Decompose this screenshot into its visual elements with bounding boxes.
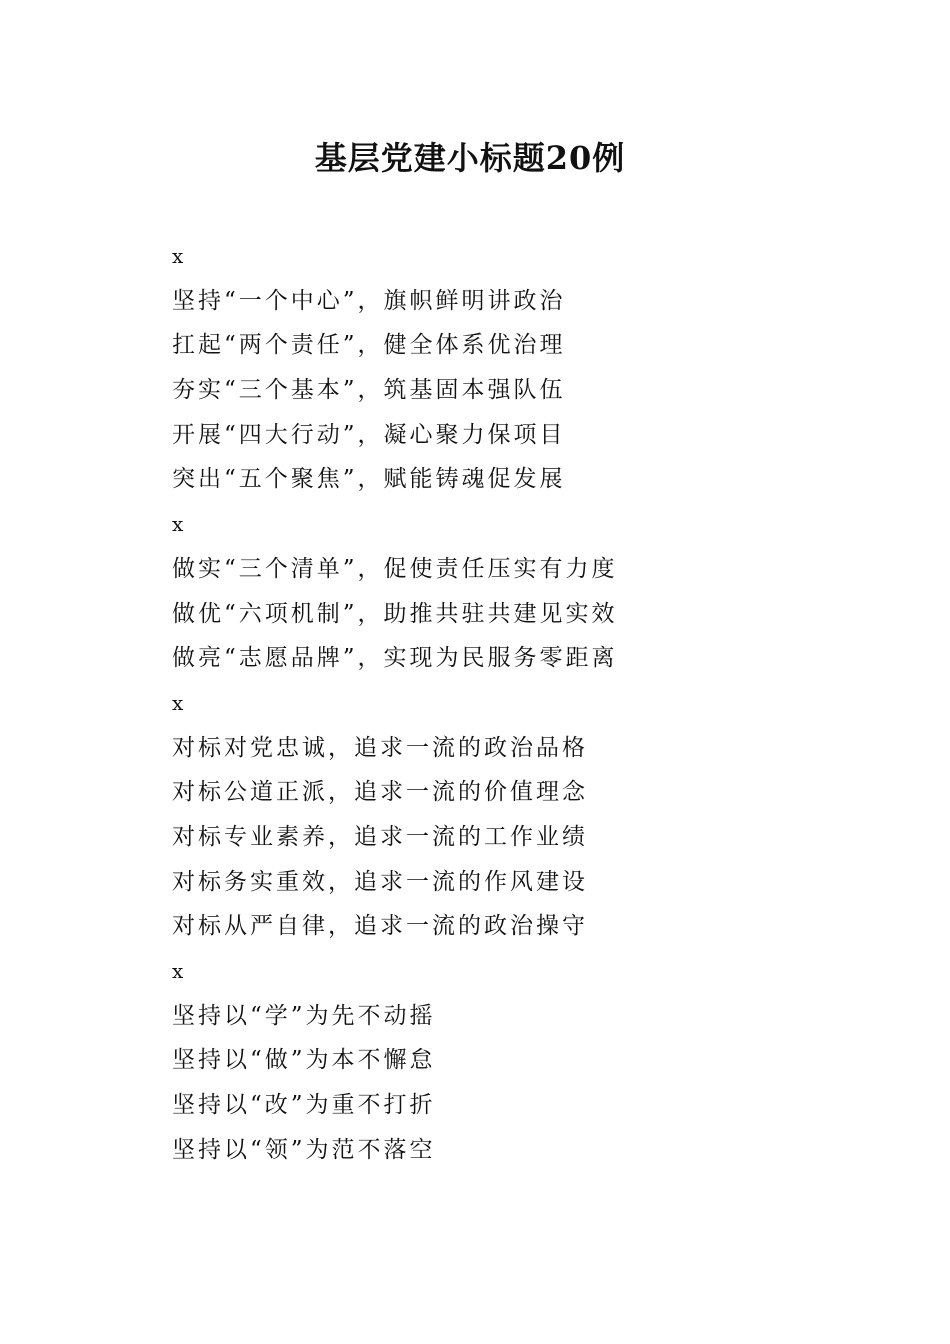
heading-line: 对标对党忠诚，追求一流的政治品格: [172, 734, 588, 761]
heading-line: 坚持“一个中心”，旗帜鲜明讲政治: [172, 287, 566, 314]
heading-line: 做亮“志愿品牌”，实现为民服务零距离: [172, 645, 618, 672]
heading-line: 对标从严自律，追求一流的政治操守: [172, 913, 588, 940]
heading-line: 对标务实重效，追求一流的作风建设: [172, 868, 588, 895]
heading-line: 对标专业素养，追求一流的工作业绩: [172, 823, 588, 850]
document-title: 基层党建小标题20例: [314, 139, 626, 177]
section-separator: x: [172, 690, 184, 715]
heading-line: 夯实“三个基本”，筑基固本强队伍: [172, 377, 566, 404]
heading-line: 坚持以“做”为本不懈怠: [172, 1047, 436, 1074]
heading-line: 开展“四大行动”，凝心聚力保项目: [172, 421, 566, 448]
document-body: [172, 234, 872, 1172]
heading-line: 突出“五个聚焦”，赋能铸魂促发展: [172, 466, 566, 493]
heading-line: 做优“六项机制”，助推共驻共建见实效: [172, 600, 618, 627]
heading-line: 坚持以“领”为范不落空: [172, 1136, 436, 1163]
heading-line: 扛起“两个责任”，健全体系优治理: [172, 332, 566, 359]
section-separator: x: [172, 244, 184, 268]
section-separator: x: [172, 959, 184, 983]
heading-line: 对标公道正派，追求一流的价值理念: [172, 779, 588, 806]
heading-line: 做实“三个清单”，促使责任压实有力度: [172, 555, 618, 582]
heading-line: 坚持以“改”为重不打折: [172, 1092, 436, 1119]
heading-line: 坚持以“学”为先不动摇: [172, 1002, 436, 1029]
section-separator: x: [172, 512, 184, 537]
